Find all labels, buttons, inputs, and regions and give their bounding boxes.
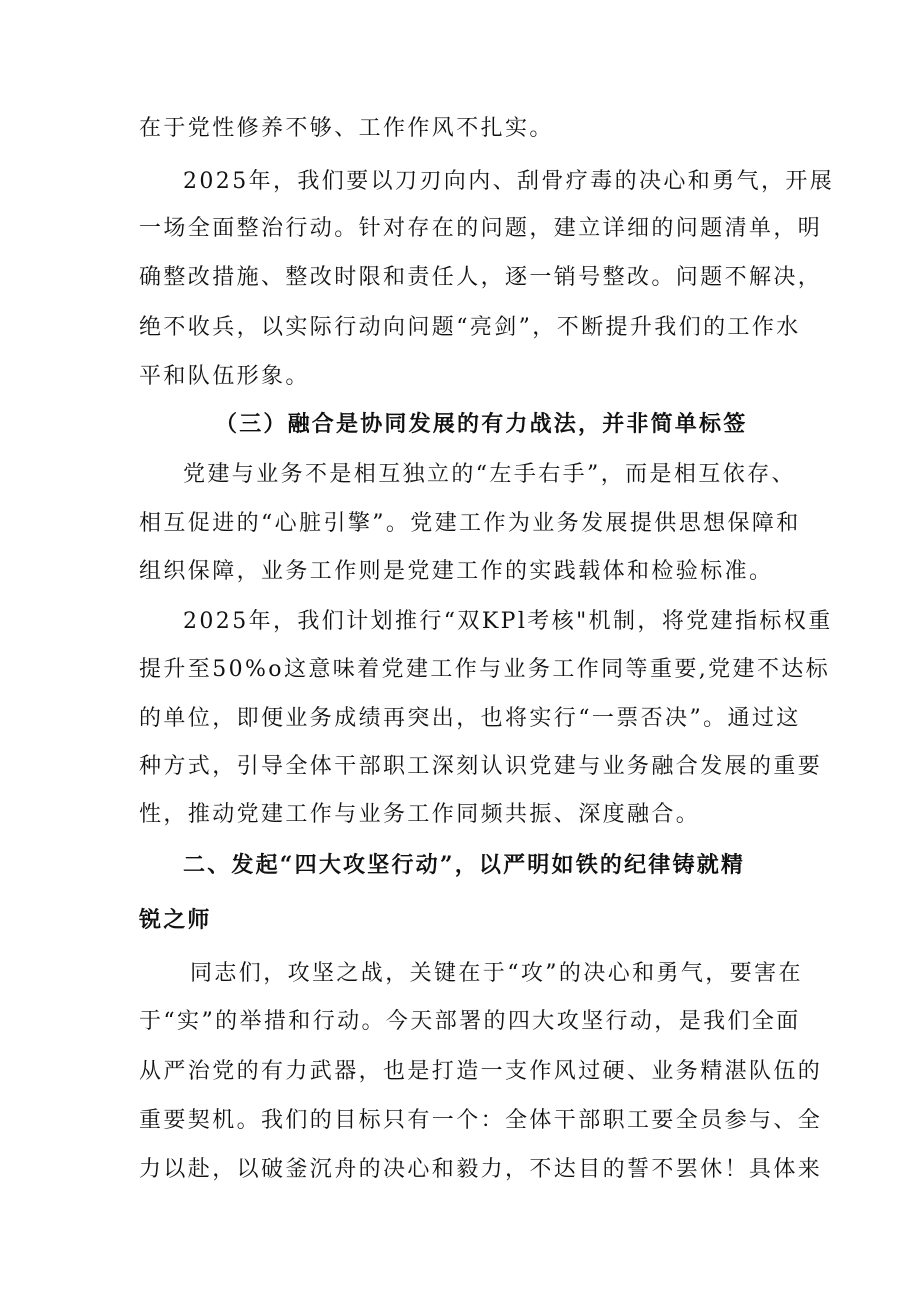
paragraph-line: 2025年，我们计划推行“双KPl考核"机制，将党建指标权重 (183, 609, 833, 634)
paragraph-line: 种方式，引导全体干部职工深刻认识党建与业务融合发展的重要 (139, 754, 823, 779)
paragraph-line: 确整改措施、整改时限和责任人，逐一销号整改。问题不解决， (139, 265, 823, 290)
chapter-heading: 锐之师 (139, 907, 212, 933)
paragraph-line: 提升至50%o这意味着党建工作与业务工作同等重要,党建不达标 (139, 657, 831, 682)
paragraph-line: 平和队伍形象。 (139, 364, 310, 389)
paragraph-line: 同志们，攻坚之战，关键在于“攻”的决心和勇气，要害在 (190, 961, 803, 986)
paragraph-line: 的单位，即便业务成绩再突出，也将实行“一票否决”。通过这 (139, 706, 801, 731)
paragraph-line: 组织保障，业务工作则是党建工作的实践载体和检验标准。 (139, 559, 774, 584)
paragraph-line: 重要契机。我们的目标只有一个：全体干部职工要全员参与、全 (139, 1108, 823, 1133)
paragraph-line: 在于党性修养不够、工作作风不扎实。 (139, 116, 554, 141)
paragraph-line: 力以赴，以破釜沉舟的决心和毅力，不达目的誓不罢休！具体来 (139, 1157, 823, 1182)
paragraph-line: 党建与业务不是相互独立的“左手右手”，而是相互依存、 (183, 462, 796, 487)
paragraph-line: 2025年，我们要以刀刃向内、刮骨疗毒的决心和勇气，开展 (183, 169, 835, 194)
paragraph-line: 性，推动党建工作与业务工作同频共振、深度融合。 (139, 802, 701, 827)
chapter-heading: 二、发起“四大攻坚行动”，以严明如铁的纪律铸就精 (183, 852, 746, 878)
paragraph-line: 绝不收兵，以实际行动向问题“亮剑”，不断提升我们的工作水 (139, 315, 801, 340)
paragraph-line: 一场全面整治行动。针对存在的问题，建立详细的问题清单，明 (139, 216, 823, 241)
paragraph-line: 于“实”的举措和行动。今天部署的四大攻坚行动，是我们全面 (139, 1009, 801, 1034)
paragraph-line: 从严治党的有力武器，也是打造一支作风过硬、业务精湛队伍的 (139, 1059, 823, 1084)
section-heading: （三）融合是协同发展的有力战法，并非简单标签 (215, 411, 748, 437)
paragraph-line: 相互促进的“心脏引擎”。党建工作为业务发展提供思想保障和 (139, 511, 801, 536)
